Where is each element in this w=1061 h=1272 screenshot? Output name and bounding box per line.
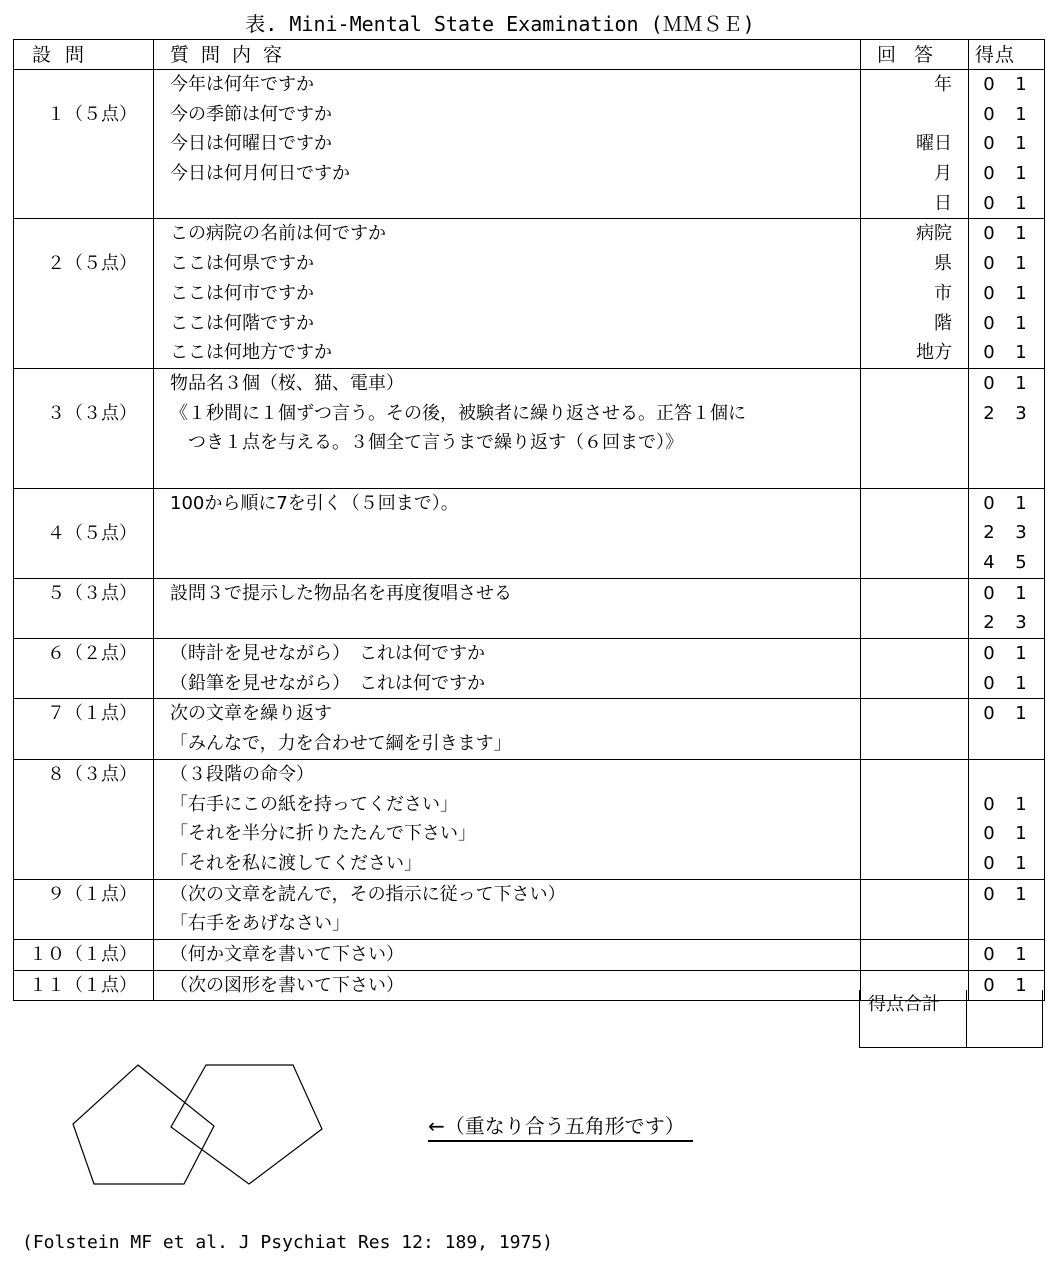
question-number-label: １１（１点） — [29, 974, 137, 996]
score-cell[interactable] — [969, 699, 1045, 759]
question-number — [14, 879, 154, 939]
score-options[interactable] — [983, 849, 1044, 879]
question-line: 今日は何曜日ですか — [170, 133, 332, 155]
answer-unit — [861, 458, 952, 488]
question-number-label: ８（３点） — [47, 763, 137, 785]
answer-unit: 月 — [934, 163, 952, 185]
question-line — [170, 189, 860, 219]
header-row — [14, 40, 1045, 70]
total-score-area — [859, 990, 1043, 1049]
total-score-label: 得点合計 — [859, 990, 967, 1048]
score-value[interactable]: 0 — [983, 133, 995, 155]
score-options[interactable] — [983, 699, 1044, 729]
question-number-label: ５（３点） — [47, 582, 137, 604]
question-line — [170, 458, 860, 488]
question-number — [14, 219, 154, 368]
score-cell[interactable] — [969, 578, 1045, 638]
answer-unit — [861, 399, 952, 429]
score-options[interactable] — [983, 159, 1044, 189]
question-content — [154, 70, 861, 219]
question-number — [14, 970, 154, 1001]
table-row — [14, 578, 1045, 638]
total-score-box[interactable] — [967, 990, 1043, 1048]
score-value[interactable]: 2 — [983, 522, 995, 544]
answer-unit — [861, 428, 952, 458]
question-line: 「みんなで，力を合わせて綱を引きます」 — [170, 733, 512, 755]
score-value[interactable]: 0 — [983, 793, 995, 815]
question-line: （時計を見せながら） これは何ですか — [170, 643, 485, 665]
question-content — [154, 368, 861, 488]
score-value[interactable] — [983, 729, 995, 759]
table-title: 表. Mini-Mental State Examination (ＭＭＳＥ) — [245, 12, 755, 36]
score-value[interactable] — [1015, 760, 1027, 790]
score-value[interactable] — [1015, 729, 1027, 759]
answer-unit: 市 — [934, 282, 952, 304]
answer-cell[interactable] — [861, 879, 969, 939]
score-value[interactable]: 0 — [983, 223, 995, 245]
table-row — [14, 699, 1045, 759]
question-line: 《１秒間に１個ずつ言う。その後，被験者に繰り返させる。正答１個に — [170, 402, 746, 424]
score-value[interactable]: 1 — [1015, 74, 1027, 95]
question-number-label: ７（１点） — [47, 703, 137, 725]
score-value[interactable]: 0 — [983, 74, 995, 95]
score-value[interactable] — [983, 760, 995, 790]
header-content: 質問内容 — [154, 40, 861, 70]
score-options[interactable] — [983, 249, 1044, 279]
score-value[interactable]: 0 — [983, 192, 995, 214]
answer-unit — [861, 699, 952, 729]
question-line — [170, 518, 860, 548]
score-value[interactable]: 0 — [983, 103, 995, 125]
score-options[interactable] — [983, 639, 1044, 669]
question-content — [154, 970, 861, 1001]
score-options[interactable] — [983, 909, 1044, 939]
score-value[interactable]: 1 — [1015, 793, 1027, 815]
question-content — [154, 639, 861, 699]
answer-unit — [861, 100, 952, 130]
score-value[interactable]: 1 — [1015, 703, 1027, 725]
score-cell[interactable] — [969, 759, 1045, 879]
overlapping-pentagons-figure — [60, 1055, 340, 1195]
score-value[interactable]: 0 — [983, 312, 995, 334]
score-options[interactable] — [983, 100, 1044, 130]
question-line: （何か文章を書いて下さい） — [170, 943, 404, 965]
question-line: （鉛筆を見せながら） これは何ですか — [170, 672, 485, 694]
score-value[interactable]: 0 — [983, 883, 995, 905]
answer-unit: 地方 — [916, 342, 952, 364]
answer-unit — [861, 760, 952, 790]
score-value[interactable]: 1 — [1015, 974, 1027, 996]
question-line: （次の図形を書いて下さい） — [170, 974, 404, 996]
question-content — [154, 699, 861, 759]
question-line: 「右手をあげなさい」 — [170, 913, 350, 935]
score-value[interactable]: 0 — [983, 163, 995, 185]
question-line: 今年は何年ですか — [170, 74, 314, 95]
score-value[interactable]: 3 — [1015, 522, 1027, 544]
answer-unit — [861, 849, 952, 879]
score-value[interactable]: 1 — [1015, 133, 1027, 155]
question-line: 次の文章を繰り返す — [170, 703, 332, 725]
score-value[interactable]: 1 — [1015, 643, 1027, 665]
header-question: 設問 — [14, 40, 154, 70]
score-value[interactable]: 1 — [1015, 582, 1027, 604]
score-value[interactable]: 0 — [983, 342, 995, 364]
score-value[interactable]: 3 — [1015, 612, 1027, 634]
score-options[interactable] — [983, 880, 1044, 910]
answer-unit — [861, 369, 952, 399]
header-answer: 回答 — [861, 40, 969, 70]
score-value[interactable]: 0 — [983, 943, 995, 965]
score-options[interactable] — [983, 399, 1044, 429]
answer-unit — [861, 518, 952, 548]
header-score: 得点 — [969, 40, 1045, 70]
figure-note: ←（重なり合う五角形です） — [428, 1110, 693, 1142]
question-line — [170, 548, 860, 578]
question-number-label: ３（３点） — [47, 402, 137, 424]
score-value[interactable] — [983, 909, 995, 939]
table-row — [14, 759, 1045, 879]
answer-cell[interactable] — [861, 639, 969, 699]
score-options[interactable] — [983, 940, 1044, 970]
answer-cell[interactable] — [861, 699, 969, 759]
question-line: 「それを私に渡してください」 — [170, 852, 422, 874]
question-content — [154, 219, 861, 368]
score-value[interactable]: 1 — [1015, 253, 1027, 275]
score-value[interactable]: 1 — [1015, 282, 1027, 304]
score-options[interactable] — [983, 369, 1044, 399]
table-row — [14, 939, 1045, 970]
score-value[interactable]: 2 — [983, 612, 995, 634]
answer-unit — [861, 819, 952, 849]
score-cell[interactable] — [969, 879, 1045, 939]
answer-cell[interactable] — [861, 368, 969, 488]
score-options[interactable] — [983, 458, 1044, 488]
question-line: 今の季節は何ですか — [170, 103, 332, 125]
answer-cell[interactable] — [861, 939, 969, 970]
answer-unit — [861, 489, 952, 519]
table-row — [14, 879, 1045, 939]
question-line: 今日は何月何日ですか — [170, 163, 350, 185]
question-number — [14, 699, 154, 759]
score-value[interactable]: 1 — [1015, 492, 1027, 514]
score-options[interactable] — [983, 428, 1044, 458]
score-value[interactable]: 0 — [983, 372, 995, 394]
question-number — [14, 939, 154, 970]
question-line — [170, 608, 860, 638]
score-value[interactable] — [1015, 458, 1027, 488]
score-value[interactable]: 1 — [1015, 103, 1027, 125]
question-content — [154, 488, 861, 578]
score-options[interactable] — [983, 279, 1044, 309]
answer-unit: 日 — [934, 192, 952, 214]
answer-unit — [861, 548, 952, 578]
question-content — [154, 879, 861, 939]
answer-unit: 階 — [934, 312, 952, 334]
score-options[interactable] — [983, 790, 1044, 820]
score-value[interactable]: 1 — [1015, 312, 1027, 334]
question-line: ここは何階ですか — [170, 312, 314, 334]
score-cell[interactable] — [969, 939, 1045, 970]
answer-unit — [861, 669, 952, 699]
score-options[interactable] — [983, 760, 1044, 790]
answer-cell[interactable] — [861, 488, 969, 578]
score-value[interactable]: 1 — [1015, 823, 1027, 845]
question-line: ここは何地方ですか — [170, 342, 332, 364]
question-number — [14, 639, 154, 699]
answer-cell[interactable] — [861, 70, 969, 219]
score-options[interactable] — [983, 70, 1044, 100]
question-line: 物品名３個（桜、猫、電車） — [170, 372, 404, 394]
answer-unit — [861, 790, 952, 820]
score-value[interactable]: 0 — [983, 672, 995, 694]
answer-cell[interactable] — [861, 219, 969, 368]
score-options[interactable] — [983, 338, 1044, 368]
score-value[interactable]: 1 — [1015, 943, 1027, 965]
question-number-label: １０（１点） — [29, 943, 137, 965]
score-value[interactable]: 5 — [1015, 552, 1027, 573]
score-cell[interactable] — [969, 70, 1045, 219]
answer-unit — [861, 909, 952, 939]
score-value[interactable]: 1 — [1015, 342, 1027, 364]
answer-unit: 県 — [934, 253, 952, 275]
score-value[interactable] — [983, 458, 995, 488]
question-content — [154, 578, 861, 638]
score-value[interactable]: 0 — [983, 703, 995, 725]
question-line: 「それを半分に折りたたんで下さい」 — [170, 823, 476, 845]
score-value[interactable]: 2 — [983, 402, 995, 424]
score-options[interactable] — [983, 129, 1044, 159]
score-options[interactable] — [983, 579, 1044, 609]
score-value[interactable] — [1015, 909, 1027, 939]
score-value[interactable] — [983, 428, 995, 458]
question-number — [14, 759, 154, 879]
answer-unit — [861, 579, 952, 609]
score-options[interactable] — [983, 189, 1044, 219]
score-value[interactable]: 0 — [983, 282, 995, 304]
question-number — [14, 368, 154, 488]
question-number-label: １（５点） — [47, 104, 137, 125]
question-number-label: ６（２点） — [47, 643, 137, 665]
table-row — [14, 639, 1045, 699]
score-cell[interactable] — [969, 368, 1045, 488]
table-row — [14, 368, 1045, 488]
score-options[interactable] — [983, 548, 1044, 578]
question-content — [154, 939, 861, 970]
score-options[interactable] — [983, 729, 1044, 759]
score-options[interactable] — [983, 608, 1044, 638]
question-number-label: ９（１点） — [47, 883, 137, 905]
table-row — [14, 70, 1045, 219]
score-options[interactable] — [983, 309, 1044, 339]
answer-unit — [861, 880, 952, 910]
score-value[interactable]: 0 — [983, 643, 995, 665]
question-line: 100から順に7を引く（５回まで）。 — [170, 492, 459, 514]
table-row — [14, 488, 1045, 578]
question-number-label: ２（５点） — [47, 253, 137, 275]
score-cell[interactable] — [969, 639, 1045, 699]
question-line: 「右手にこの紙を持ってください」 — [170, 793, 458, 815]
question-line: ここは何市ですか — [170, 282, 314, 304]
answer-unit: 曜日 — [916, 133, 952, 155]
score-options[interactable] — [983, 669, 1044, 699]
question-line: つき１点を与える。３個全て言うまで繰り返す（６回まで）》 — [170, 432, 683, 454]
question-line: （３段階の命令） — [170, 763, 314, 785]
score-value[interactable]: 1 — [1015, 192, 1027, 214]
score-value[interactable]: 0 — [983, 852, 995, 874]
answer-unit: 年 — [934, 74, 952, 95]
question-number-label: ４（５点） — [47, 522, 137, 544]
score-cell[interactable] — [969, 488, 1045, 578]
mmse-table — [13, 39, 1045, 1001]
question-line: 設問３で提示した物品名を再度復唱させる — [170, 582, 512, 604]
question-line: （次の文章を読んで，その指示に従って下さい） — [170, 883, 566, 905]
score-value[interactable]: 0 — [983, 582, 995, 604]
score-value[interactable]: 0 — [983, 253, 995, 275]
answer-unit — [861, 940, 952, 970]
score-value[interactable]: 0 — [983, 823, 995, 845]
table-row — [14, 219, 1045, 368]
answer-cell[interactable] — [861, 759, 969, 879]
answer-unit: 病院 — [916, 223, 952, 245]
question-content — [154, 759, 861, 879]
score-value[interactable]: 1 — [1015, 163, 1027, 185]
score-value[interactable]: 0 — [983, 974, 995, 996]
score-options[interactable] — [983, 489, 1044, 519]
pentagon-left — [73, 1065, 214, 1184]
score-value[interactable]: 1 — [1015, 372, 1027, 394]
score-options[interactable] — [983, 219, 1044, 249]
question-line: ここは何県ですか — [170, 253, 314, 275]
score-value[interactable]: 1 — [1015, 852, 1027, 874]
score-value[interactable]: 1 — [1015, 223, 1027, 245]
answer-unit — [861, 639, 952, 669]
question-number — [14, 488, 154, 578]
score-value[interactable]: 4 — [983, 552, 995, 573]
answer-unit — [861, 608, 952, 638]
question-number — [14, 578, 154, 638]
score-value[interactable]: 0 — [983, 492, 995, 514]
score-options[interactable] — [983, 518, 1044, 548]
question-number — [14, 70, 154, 219]
score-cell[interactable] — [969, 219, 1045, 368]
question-line: この病院の名前は何ですか — [170, 223, 386, 245]
score-value[interactable] — [1015, 428, 1027, 458]
citation: (Folstein MF et al. J Psychiat Res 12: 189, 1975) — [22, 1232, 554, 1253]
answer-unit — [861, 729, 952, 759]
score-value[interactable]: 3 — [1015, 402, 1027, 424]
score-value[interactable]: 1 — [1015, 883, 1027, 905]
score-options[interactable] — [983, 819, 1044, 849]
score-value[interactable]: 1 — [1015, 672, 1027, 694]
answer-cell[interactable] — [861, 578, 969, 638]
